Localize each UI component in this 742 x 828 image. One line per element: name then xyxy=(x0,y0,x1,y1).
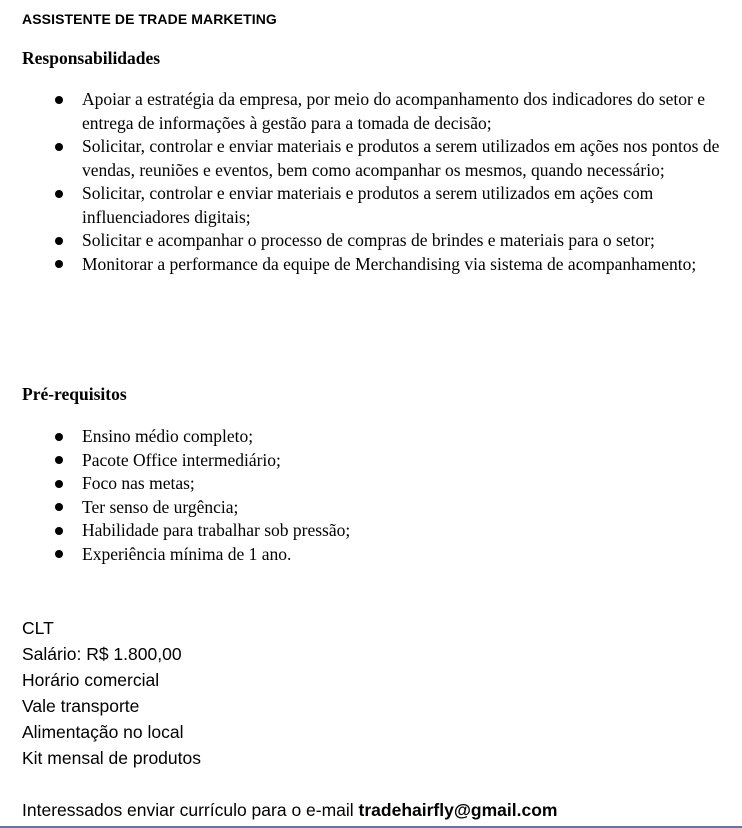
list-item-text: Apoiar a estratégia da empresa, por meio do acompanhamento dos indicadores do setor e entrega de informações à gestão para a tomada de decisão; xyxy=(82,89,705,133)
bullet-icon xyxy=(55,456,63,464)
list-item-text: Foco nas metas; xyxy=(82,473,195,493)
list-item-text: Solicitar, controlar e enviar materiais e produtos a serem utilizados em ações nos pontos de vendas, reuniões e eventos, bem como acompanhar os mesmos, quando necessário; xyxy=(82,136,720,180)
responsibilities-list xyxy=(0,88,742,276)
list-item xyxy=(0,182,742,229)
prerequisites-list xyxy=(0,425,742,566)
contact-line xyxy=(22,798,557,822)
list-item-text: Habilidade para trabalhar sob pressão; xyxy=(82,520,351,540)
list-item-text: Ensino médio completo; xyxy=(82,426,254,446)
bullet-icon xyxy=(55,527,63,535)
prerequisites-heading: Pré-requisitos xyxy=(22,384,127,404)
list-item-text: Monitorar a performance da equipe de Merchandising via sistema de acompanhamento; xyxy=(82,253,697,274)
list-item xyxy=(0,519,742,543)
list-item xyxy=(0,472,742,496)
list-item xyxy=(0,543,742,567)
bullet-icon xyxy=(55,550,63,558)
responsibilities-heading: Responsabilidades xyxy=(22,48,161,68)
list-item xyxy=(0,253,742,277)
product-kit-benefit: Kit mensal de produtos xyxy=(22,748,201,768)
benefits-block xyxy=(22,615,201,771)
salary: Salário: R$ 1.800,00 xyxy=(22,644,182,664)
list-item-text: Pacote Office intermediário; xyxy=(82,449,281,470)
list-item xyxy=(0,135,742,182)
contract-type: CLT xyxy=(22,618,54,638)
list-item xyxy=(0,496,742,520)
list-item xyxy=(0,449,742,473)
contact-email[interactable]: tradehairfly@gmail.com xyxy=(358,800,558,820)
list-item-text: Solicitar e acompanhar o processo de compras de brindes e materiais para o setor; xyxy=(82,230,655,250)
bullet-icon xyxy=(55,96,63,104)
bullet-icon xyxy=(55,190,63,198)
bullet-icon xyxy=(55,143,63,151)
meal-benefit: Alimentação no local xyxy=(22,722,184,742)
list-item-text: Solicitar, controlar e enviar materiais e produtos a serem utilizados em ações com influenciadores digitais; xyxy=(82,183,654,227)
bullet-icon xyxy=(55,260,63,268)
bullet-icon xyxy=(55,433,63,441)
contact-text: Interessados enviar currículo para o e-mail xyxy=(22,800,359,820)
bullet-icon xyxy=(55,503,63,511)
list-item-text: Experiência mínima de 1 ano. xyxy=(82,543,292,564)
list-item xyxy=(0,229,742,253)
job-title: ASSISTENTE DE TRADE MARKETING xyxy=(22,11,277,27)
transport-benefit: Vale transporte xyxy=(22,696,140,716)
working-hours: Horário comercial xyxy=(22,670,160,690)
bullet-icon xyxy=(55,480,63,488)
bullet-icon xyxy=(55,237,63,245)
list-item xyxy=(0,425,742,449)
list-item-text: Ter senso de urgência; xyxy=(82,496,239,517)
list-item xyxy=(0,88,742,135)
